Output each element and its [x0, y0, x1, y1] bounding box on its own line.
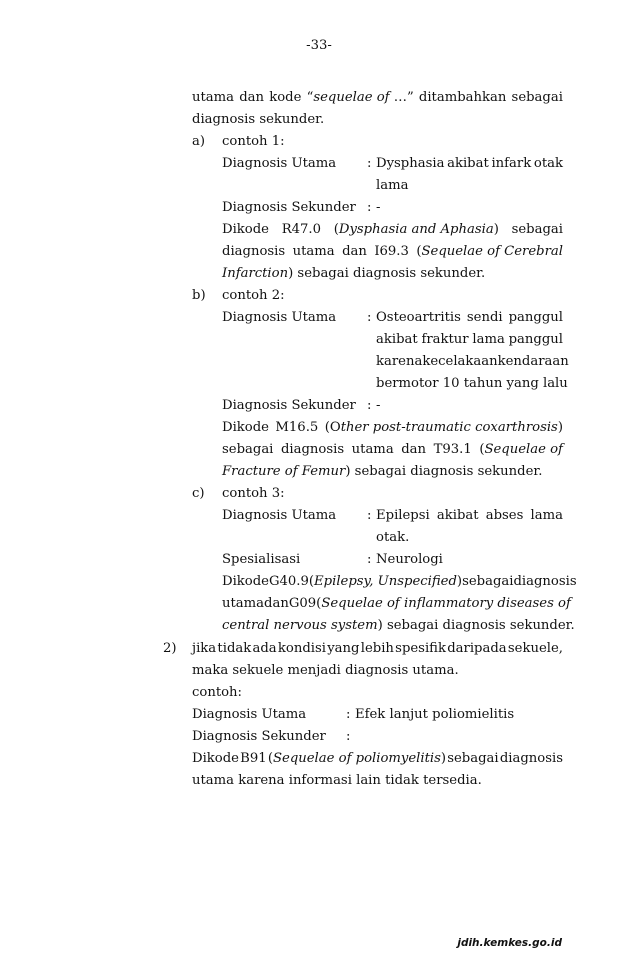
- example-a-colon-2: :: [367, 200, 372, 215]
- item-2-line-3: contoh:: [192, 685, 242, 700]
- example-c-value-utama-line-1: Epilepsi akibat abses lama: [376, 508, 563, 523]
- example-b-marker: b): [192, 288, 206, 303]
- example-a-marker: a): [192, 134, 206, 149]
- example-b-value-utama-line-2: akibat fraktur lama panggul: [376, 332, 563, 347]
- example-c-label-diagnosis-utama: Diagnosis Utama: [222, 508, 337, 523]
- example-b-code-line-3: Fracture of Femur) sebagai diagnosis sekunder.: [222, 464, 543, 479]
- item-2-colon-2: :: [346, 729, 351, 744]
- example-c-colon-2: :: [367, 552, 372, 567]
- example-a-title: contoh 1:: [222, 134, 285, 149]
- example-c-colon-1: :: [367, 508, 372, 523]
- example-c-title: contoh 3:: [222, 486, 285, 501]
- example-c-label-spesialisasi: Spesialisasi: [222, 552, 301, 567]
- item-2-label-diagnosis-utama: Diagnosis Utama: [192, 707, 307, 722]
- example-b-code-line-1: Dikode M16.5 (Other post-traumatic coxarthrosis): [222, 420, 563, 435]
- example-c-marker: c): [192, 486, 205, 501]
- example-c-code-line-1: Dikode G40.9 (Epilepsy, Unspecified) sebagai diagnosis: [222, 574, 577, 589]
- example-b-title: contoh 2:: [222, 288, 285, 303]
- item-2-code-line-1: Dikode B91 (Sequelae of poliomyelitis) sebagai diagnosis: [192, 751, 563, 766]
- item-2-code-line-2: utama karena informasi lain tidak tersedia.: [192, 773, 482, 788]
- item-2-line-2: maka sekuele menjadi diagnosis utama.: [192, 663, 459, 678]
- example-b-value-utama-line-4: bermotor 10 tahun yang lalu: [376, 376, 568, 391]
- example-b-colon-2: :: [367, 398, 372, 413]
- example-a-code-line-3: Infarction) sebagai diagnosis sekunder.: [222, 266, 486, 281]
- example-b-label-diagnosis-utama: Diagnosis Utama: [222, 310, 337, 325]
- intro-line-1: utama dan kode “sequelae of …” ditambahkan sebagai: [192, 87, 563, 109]
- example-b-code-line-2: sebagai diagnosis utama dan T93.1 (Sequelae of: [222, 442, 563, 457]
- example-b-value-utama-line-3: karena kecelakaan kendaraan: [376, 354, 569, 369]
- example-c-value-spesialisasi: Neurologi: [376, 552, 443, 567]
- intro-line-2: diagnosis sekunder.: [192, 112, 325, 127]
- example-b-value-sekunder: -: [376, 398, 381, 413]
- example-a-colon-1: :: [367, 156, 372, 171]
- example-b-label-diagnosis-sekunder: Diagnosis Sekunder: [222, 398, 356, 413]
- example-a-value-utama-line-1: Dysphasia akibat infark otak: [376, 156, 563, 171]
- item-2-line-1: jika tidak ada kondisi yang lebih spesifik daripada sekuele,: [192, 641, 563, 656]
- example-c-code-line-3: central nervous system) sebagai diagnosis sekunder.: [222, 618, 575, 633]
- item-2-value-utama: Efek lanjut poliomielitis: [355, 707, 515, 722]
- sequelae-of-phrase: “sequelae of …”: [306, 90, 414, 105]
- item-2-marker: 2): [163, 641, 177, 656]
- example-a-label-diagnosis-utama: Diagnosis Utama: [222, 156, 337, 171]
- example-a-code-line-2: diagnosis utama dan I69.3 (Sequelae of Cerebral: [222, 244, 563, 259]
- page-number: -33-: [306, 38, 332, 53]
- example-c-value-utama-line-2: otak.: [376, 530, 410, 545]
- item-2-colon-1: :: [346, 707, 351, 722]
- example-a-code-line-1: Dikode R47.0 (Dysphasia and Aphasia) sebagai: [222, 222, 563, 237]
- example-b-colon-1: :: [367, 310, 372, 325]
- example-c-code-line-2: utama dan G09 (Sequelae of inflammatory diseases of: [222, 596, 571, 611]
- example-a-value-sekunder: -: [376, 200, 381, 215]
- example-a-value-utama-line-2: lama: [376, 178, 409, 193]
- footer-link[interactable]: jdih.kemkes.go.id: [457, 937, 562, 949]
- example-b-value-utama-line-1: Osteoartritis sendi panggul: [376, 310, 563, 325]
- example-a-label-diagnosis-sekunder: Diagnosis Sekunder: [222, 200, 356, 215]
- item-2-label-diagnosis-sekunder: Diagnosis Sekunder: [192, 729, 326, 744]
